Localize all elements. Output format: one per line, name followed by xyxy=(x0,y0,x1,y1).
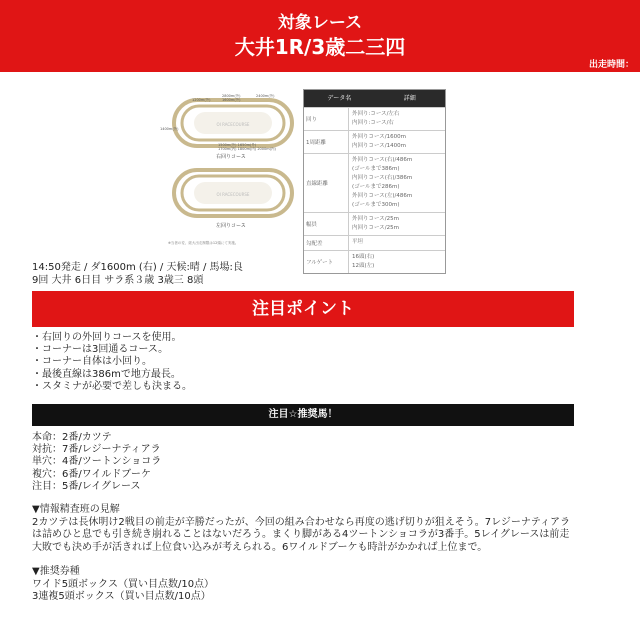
analysis-heading: ▼情報精査班の見解 xyxy=(32,504,120,515)
detail-line: 内回りコース/1400m xyxy=(352,143,406,149)
dist-label-1500: 1500m(外) 1650m(外) xyxy=(218,143,257,147)
list-item: ・スタミナが必要で差しも決まる。 xyxy=(32,380,192,392)
row-detail xyxy=(349,131,445,153)
list-item: ・右回りの外回りコースを使用。 xyxy=(32,332,182,343)
dist-label-2800: 2800m(外) xyxy=(222,94,241,98)
table-header xyxy=(304,90,445,107)
dist-label-1200: 1200m(外) xyxy=(192,98,211,102)
table-row xyxy=(304,153,445,212)
analysis-section xyxy=(32,504,577,554)
row-name: 勾配差 xyxy=(304,236,349,250)
detail-line: 外回りコース(左)/486m xyxy=(352,193,413,199)
detail-line: 内回りコース(右)/386m xyxy=(352,175,413,181)
detail-line: 16頭(右) xyxy=(352,254,375,260)
row-name: フルゲート xyxy=(304,251,349,273)
pick-taikou: 対抗：7番/レジーナティアラ xyxy=(32,444,161,456)
table-header-name: データ名 xyxy=(327,95,352,102)
right-course-label: 右回りコース xyxy=(216,154,246,160)
row-detail xyxy=(349,154,445,212)
course-map xyxy=(158,86,298,246)
bet-item: ワイド5頭ボックス（買い目点数/10点） xyxy=(32,578,215,590)
detail-line: 外回りコース/25m xyxy=(352,216,399,222)
course-note: ※当者の変、総大出走制限は12頭にて実施。 xyxy=(168,241,239,245)
table-header-detail: 詳細 xyxy=(403,95,416,102)
picks-list xyxy=(32,432,161,493)
dist-label-1400: 1400m(外) xyxy=(160,127,179,131)
header-title: 対象レース xyxy=(277,13,363,33)
race-meeting-info: 9回 大井 6日目 サラ系３歳 3歳三 8頭 xyxy=(32,275,204,286)
list-item: ・コーナーは3回通るコース。 xyxy=(32,344,169,356)
dist-label-1600: 1600m(外) xyxy=(222,98,241,102)
row-name: 1周距離 xyxy=(304,131,349,153)
detail-line: (ゴールまで286m) xyxy=(352,184,400,190)
detail-line: (ゴールまで386m) xyxy=(352,166,400,172)
table-row xyxy=(304,235,445,250)
row-detail xyxy=(349,213,445,235)
betting-section xyxy=(32,566,214,604)
list-item: ・コーナー自体は小回り。 xyxy=(32,356,152,368)
row-detail xyxy=(349,251,445,273)
detail-line: 平坦 xyxy=(352,239,364,245)
table-row xyxy=(304,250,445,273)
pick-chumoku: 注目：5番/レイグレース xyxy=(32,480,141,492)
list-item: ・最後直線は386mで地方最長。 xyxy=(32,368,181,380)
row-name: 回り xyxy=(304,108,349,130)
table-row xyxy=(304,212,445,235)
row-detail xyxy=(349,236,445,250)
page-header xyxy=(0,0,640,72)
detail-line: 外回りコース(右)/486m xyxy=(352,157,413,163)
pick-honmei: 本命：2番/カツテ xyxy=(32,432,112,443)
detail-line: (ゴールまで300m) xyxy=(352,202,400,208)
detail-line: 外回り:コース/左右 xyxy=(352,111,400,117)
row-detail xyxy=(349,108,445,130)
detail-line: 12頭(左) xyxy=(352,263,375,269)
betting-heading: ▼推奨券種 xyxy=(32,566,80,577)
detail-line: 内回りコース/25m xyxy=(352,225,399,231)
course-watermark: OI RACECOURSE xyxy=(216,122,250,127)
dist-label-1700: 1700m(内) 1800m(内) 2000m(内) xyxy=(218,147,276,151)
recommend-heading: 注目☆推奨馬！ xyxy=(32,404,574,426)
course-watermark-2: OI RACECOURSE xyxy=(216,192,250,197)
race-conditions: 14:50発走 / ダ1600m (右) / 天候:晴 / 馬場:良 xyxy=(32,262,243,273)
analysis-text: 2カツテは長休明け2戦目の前走が辛勝だったが、今回の組み合わせなら再度の逃げ切りが狙えそう。7レジーナティアラは詰めひと息でも引き続き崩れることはないだろう。まくり脚がある4ツートンショコラが3番手。5レイグレースは前走大敗でも決め手が活きれば上位食い込みが考えられる。6ワイルドブーケも時計がかかれば上位まで。 xyxy=(32,516,571,553)
post-time-label: 出走時間： xyxy=(588,60,634,70)
points-list xyxy=(32,332,192,393)
row-name: 幅員 xyxy=(304,213,349,235)
course-data-table xyxy=(303,89,446,274)
row-name: 直線距離 xyxy=(304,154,349,212)
detail-line: 内回り:コース/右 xyxy=(352,120,394,126)
race-name: 大井1R/3歳二三四 xyxy=(234,35,406,59)
points-banner: 注目ポイント xyxy=(32,291,574,327)
dist-label-2400: 2400m(外) xyxy=(256,94,275,98)
pick-fukuana: 複穴：6番/ワイルドブーケ xyxy=(32,468,151,480)
left-course-label: 左回りコース xyxy=(216,223,246,229)
table-row xyxy=(304,107,445,130)
bet-item: 3連複5頭ボックス（買い目点数/10点） xyxy=(32,591,211,603)
table-row xyxy=(304,130,445,153)
pick-tanana: 単穴：4番/ツートンショコラ xyxy=(32,456,162,468)
detail-line: 外回りコース/1600m xyxy=(352,134,406,140)
